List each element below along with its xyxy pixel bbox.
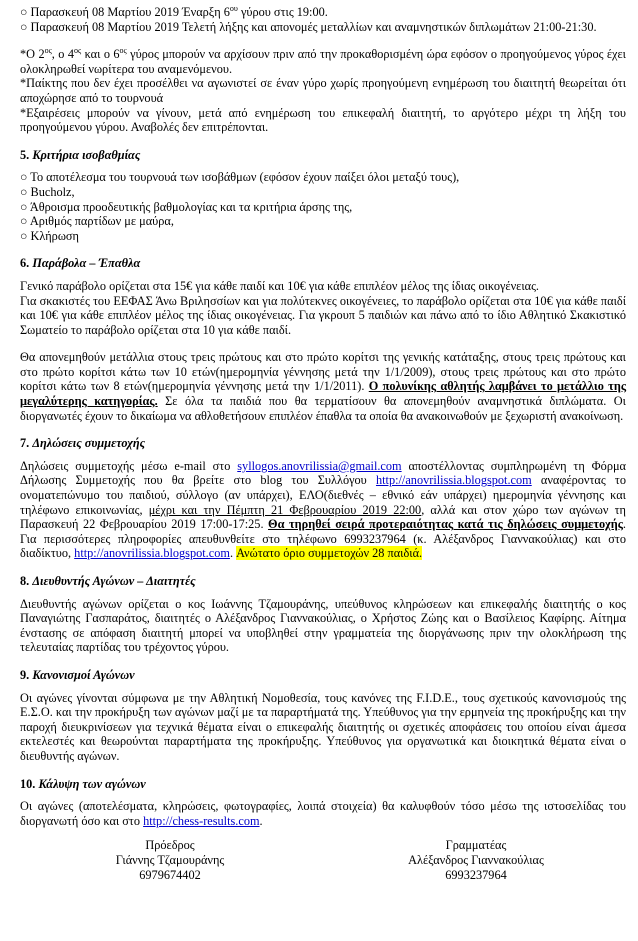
blog-link[interactable]: http://anovrilissia.blogspot.com xyxy=(375,473,532,488)
section-5-heading xyxy=(20,148,626,163)
signature-president xyxy=(20,838,320,883)
participant-limit-highlight: Ανώτατο όριο συμμετοχών 28 παιδιά. xyxy=(236,546,423,561)
blog-link-2[interactable]: http://anovrilissia.blogspot.com xyxy=(74,546,230,561)
regulations-paragraph: Οι αγώνες γίνονται σύμφωνα με την Αθλητική Νομοθεσία, τους κανόνες της F.I.D.E., τους σχετικούς κανονισμούς της Ε.Σ.Ο. και την προκήρυξη των αγώνων μαζί με τα παραρτήματά της. Υπεύθυνος για την ερμηνεία της προκήρυξης και την παροχή διευκρινίσεων για τεχνικά θέματα είναι ο επικεφαλής διαιτητής οι σχετικές αποφάσεις του οποίου είναι άμεσα εκτελεστές και θεωρούνται παραρτήματα της προκήρυξης. Υπεύθυνος για οργανωτικά και διοικητικά θέματα είναι ο διευθυντής αγώνων. xyxy=(20,690,626,763)
coverage-paragraph xyxy=(20,799,626,828)
registration-text: . Για περισσότερες πληροφορίες απευθυνθείτε στο τηλέφωνο 6993237964 (κ. Αλέξανδρος Γιαννακούλιας) και στο διαδίκτυο, xyxy=(20,517,626,561)
chess-results-link[interactable]: http://chess-results.com xyxy=(143,813,260,828)
section-9-heading xyxy=(20,668,626,683)
signature-secretary xyxy=(326,838,626,883)
tiebreak-item: ○ Κλήρωση xyxy=(20,229,626,244)
section-title: Διευθυντής Αγώνων – Διαιτητές xyxy=(32,574,196,588)
section-title: Παράβολα – Έπαθλα xyxy=(32,256,141,271)
tiebreak-item: ○ Το αποτέλεσμα του τουρνουά των ισοβάθμων (εφόσον έχουν παίξει όλοι μεταξύ τους), xyxy=(20,170,626,185)
section-number: 10. xyxy=(20,776,36,791)
ordinal-suffix: ου xyxy=(229,3,238,13)
tiebreak-item: ○ Αριθμός παρτίδων με μαύρα, xyxy=(20,214,626,229)
section-title: Κάλυψη των αγώνων xyxy=(38,776,146,791)
fee-reduced: Για σκακιστές του ΕΕΦΑΣ Άνω Βριλησσίων και για πολύτεκνες οικογένειες, το παράβολο ορίζεται στα 10€ για κάθε παιδί και 10€ για κάθε επιπλέον μέλος της ίδιας οικογένειας. Για γκρουπ 5 παιδιών και πάνω από το ίδιο Αθλητικό Σκακιστικό Σωματείο το παράβολο ορίζεται στα 10 για κάθε παιδί. xyxy=(20,293,626,337)
fee-general: Γενικό παράβολο ορίζεται στα 15€ για κάθε παιδί και 10€ για κάθε επιπλέον μέλος της ίδιας οικογένειας. xyxy=(20,278,540,293)
section-title: Κανονισμοί Αγώνων xyxy=(32,667,135,682)
signature-phone: 6979674402 xyxy=(139,868,201,883)
note-early-rounds xyxy=(20,47,626,76)
registration-text: αποστέλλοντας συμπληρωμένη τη Φόρμα Δήλωσης Συμμετοχής που θα βρείτε στο blog του Συλλόγου xyxy=(20,458,626,488)
section-number: 8. xyxy=(20,574,30,588)
schedule-line-2: ○ Παρασκευή 08 Μαρτίου 2019 Τελετή λήξης και απονομές μεταλλίων και αναμνηστικών διπλωμάτων 21:00-21:30. xyxy=(20,20,626,35)
tiebreak-item: ○ Bucholz, xyxy=(20,185,626,200)
note-text: γύρος μπορούν να αρχίσουν πριν από την προκαθορισμένη ώρα εφόσον ο προηγούμενος γύρος έχει ολοκληρωθεί νωρίτερα του αναμενόμενου. xyxy=(20,47,626,76)
signature-role: Γραμματέας xyxy=(445,838,507,853)
registration-text: , αλλά και στον χώρο των αγώνων τη Παρασκευή 22 Φεβρουαρίου 2019 17:00-17:25. xyxy=(20,502,626,532)
document-page xyxy=(20,0,626,883)
ordinal-suffix: ος xyxy=(73,46,82,56)
schedule-line-1 xyxy=(20,5,626,20)
signature-name: Γιάννης Τζαμουράνης xyxy=(115,853,225,868)
section-number: 6. xyxy=(20,256,30,271)
section-number: 9. xyxy=(20,667,30,682)
prizes-text: Θα απονεμηθούν μετάλλια στους τρεις πρώτους και στο πρώτο κορίτσι της γενικής κατάταξης, στους τρεις πρώτους και στο πρώτο κορίτσι κάτω των 10 ετών(ημερομηνία γέννησης μετά την 1/1/2009), στους τρεις πρώτους και στο πρώτο κορίτσι κάτω των 8 ετών(ημερομηνία γέννησης μετά την 1/1/2011). xyxy=(20,350,626,394)
multi-winner-rule: Ο πολυνίκης αθλητής λαμβάνει το μετάλλιο της μεγαλύτερης κατηγορίας. xyxy=(20,379,627,409)
prizes-paragraph xyxy=(20,350,626,423)
section-title: Δηλώσεις συμμετοχής xyxy=(32,436,146,451)
section-title: Κριτήρια ισοβαθμίας xyxy=(32,147,141,162)
priority-notice: Θα τηρηθεί σειρά προτεραιότητας κατά τις δηλώσεις συμμετοχής xyxy=(268,517,623,532)
ordinal-suffix: ος xyxy=(44,46,52,56)
registration-paragraph xyxy=(20,459,626,561)
note-text: *Ο 2 xyxy=(20,47,45,62)
signature-name: Αλέξανδρος Γιαννακούλιας xyxy=(408,853,544,868)
prizes-text: Σε όλα τα παιδιά που θα τερματίσουν θα απονεμηθούν αναμνηστικά διπλώματα. Οι διοργανωτές έχουν το δικαίωμα να αθλοθετήσουν επιπλέον έπαθλα τα οποία θα ανακοινωθούν με ξεχωριστή ανακοίνωση. xyxy=(20,394,626,423)
coverage-text: . xyxy=(259,813,263,828)
registration-text: αναφέροντας το ονοματεπώνυμο του παιδιού, σύλλογο (αν υπάρχει), ΕΛΟ(διεθνές – εθνικό εάν υπάρχει) ημερομηνία γέννησης και τηλέφωνο επικοινωνίας, xyxy=(20,473,627,517)
signatures xyxy=(20,838,626,883)
registration-text: . xyxy=(229,546,237,561)
section-10-heading xyxy=(20,777,626,792)
section-7-heading xyxy=(20,436,626,451)
coverage-text: Οι αγώνες (αποτελέσματα, κληρώσεις, φωτογραφίες, λοιπά στοιχεία) θα καλυφθούν τόσο μέσω της ιστοσελίδας του διοργανωτή όσο και στο xyxy=(20,799,626,828)
registration-deadline: μέχρι και την Πέμπτη 21 Φεβρουαρίου 2019 22:00 xyxy=(148,502,422,517)
signature-phone: 6993237964 xyxy=(445,868,507,883)
section-6-heading xyxy=(20,256,626,271)
registration-text: Δηλώσεις συμμετοχής μέσω e-mail στο xyxy=(20,458,238,473)
note-text: και ο 6 xyxy=(81,47,120,62)
note-exceptions: *Εξαιρέσεις μπορούν να γίνουν, μετά από ενημέρωση του επικεφαλή διαιτητή, το αργότερο μέχρι τη λήξη του προηγούμενου γύρου. Αναβολές δεν επιτρέπονται. xyxy=(20,105,626,135)
section-number: 5. xyxy=(20,147,30,162)
section-number: 7. xyxy=(20,436,30,451)
arbiters-paragraph: Διευθυντής αγώνων ορίζεται ο κος Ιωάννης Τζαμουράνης, υπεύθυνος κληρώσεων και επικεφαλής διαιτητής ο κος Παναγιώτης Γασπαράτος, διαιτητές ο Αλέξανδρος Γιαννακούλιας, ο Χρήστος Ζώης και ο Βασίλειος Καφίρης. Αίτημα ένστασης σε απόφαση διαιτητή μπορεί να υποβληθεί στην γραμματεία της διοργάνωσης πριν την ολοκλήρωση της τελευταίας παρτίδας του τρέχοντος γύρου. xyxy=(20,596,626,655)
email-link[interactable]: syllogos.anovrilissia@gmail.com xyxy=(237,458,402,473)
note-text: , ο 4 xyxy=(51,47,74,62)
note-absence: *Παίκτης που δεν έχει προσέλθει να αγωνιστεί σε έναν γύρο χωρίς προηγούμενη ενημέρωση του διαιτητή θεωρείται ότι αποχώρησε από το τουρνουά xyxy=(20,76,626,105)
signature-role: Πρόεδρος xyxy=(145,838,195,853)
tiebreak-item: ○ Άθροισμα προοδευτικής βαθμολογίας και τα κριτήρια άρσης της, xyxy=(20,200,626,215)
schedule-line-1-text-end: γύρου στις 19:00. xyxy=(237,5,328,19)
ordinal-suffix: ος xyxy=(119,46,127,56)
schedule-line-1-text: Παρασκευή 08 Μαρτίου 2019 Έναρξη 6 xyxy=(30,5,230,19)
section-8-heading xyxy=(20,574,626,589)
